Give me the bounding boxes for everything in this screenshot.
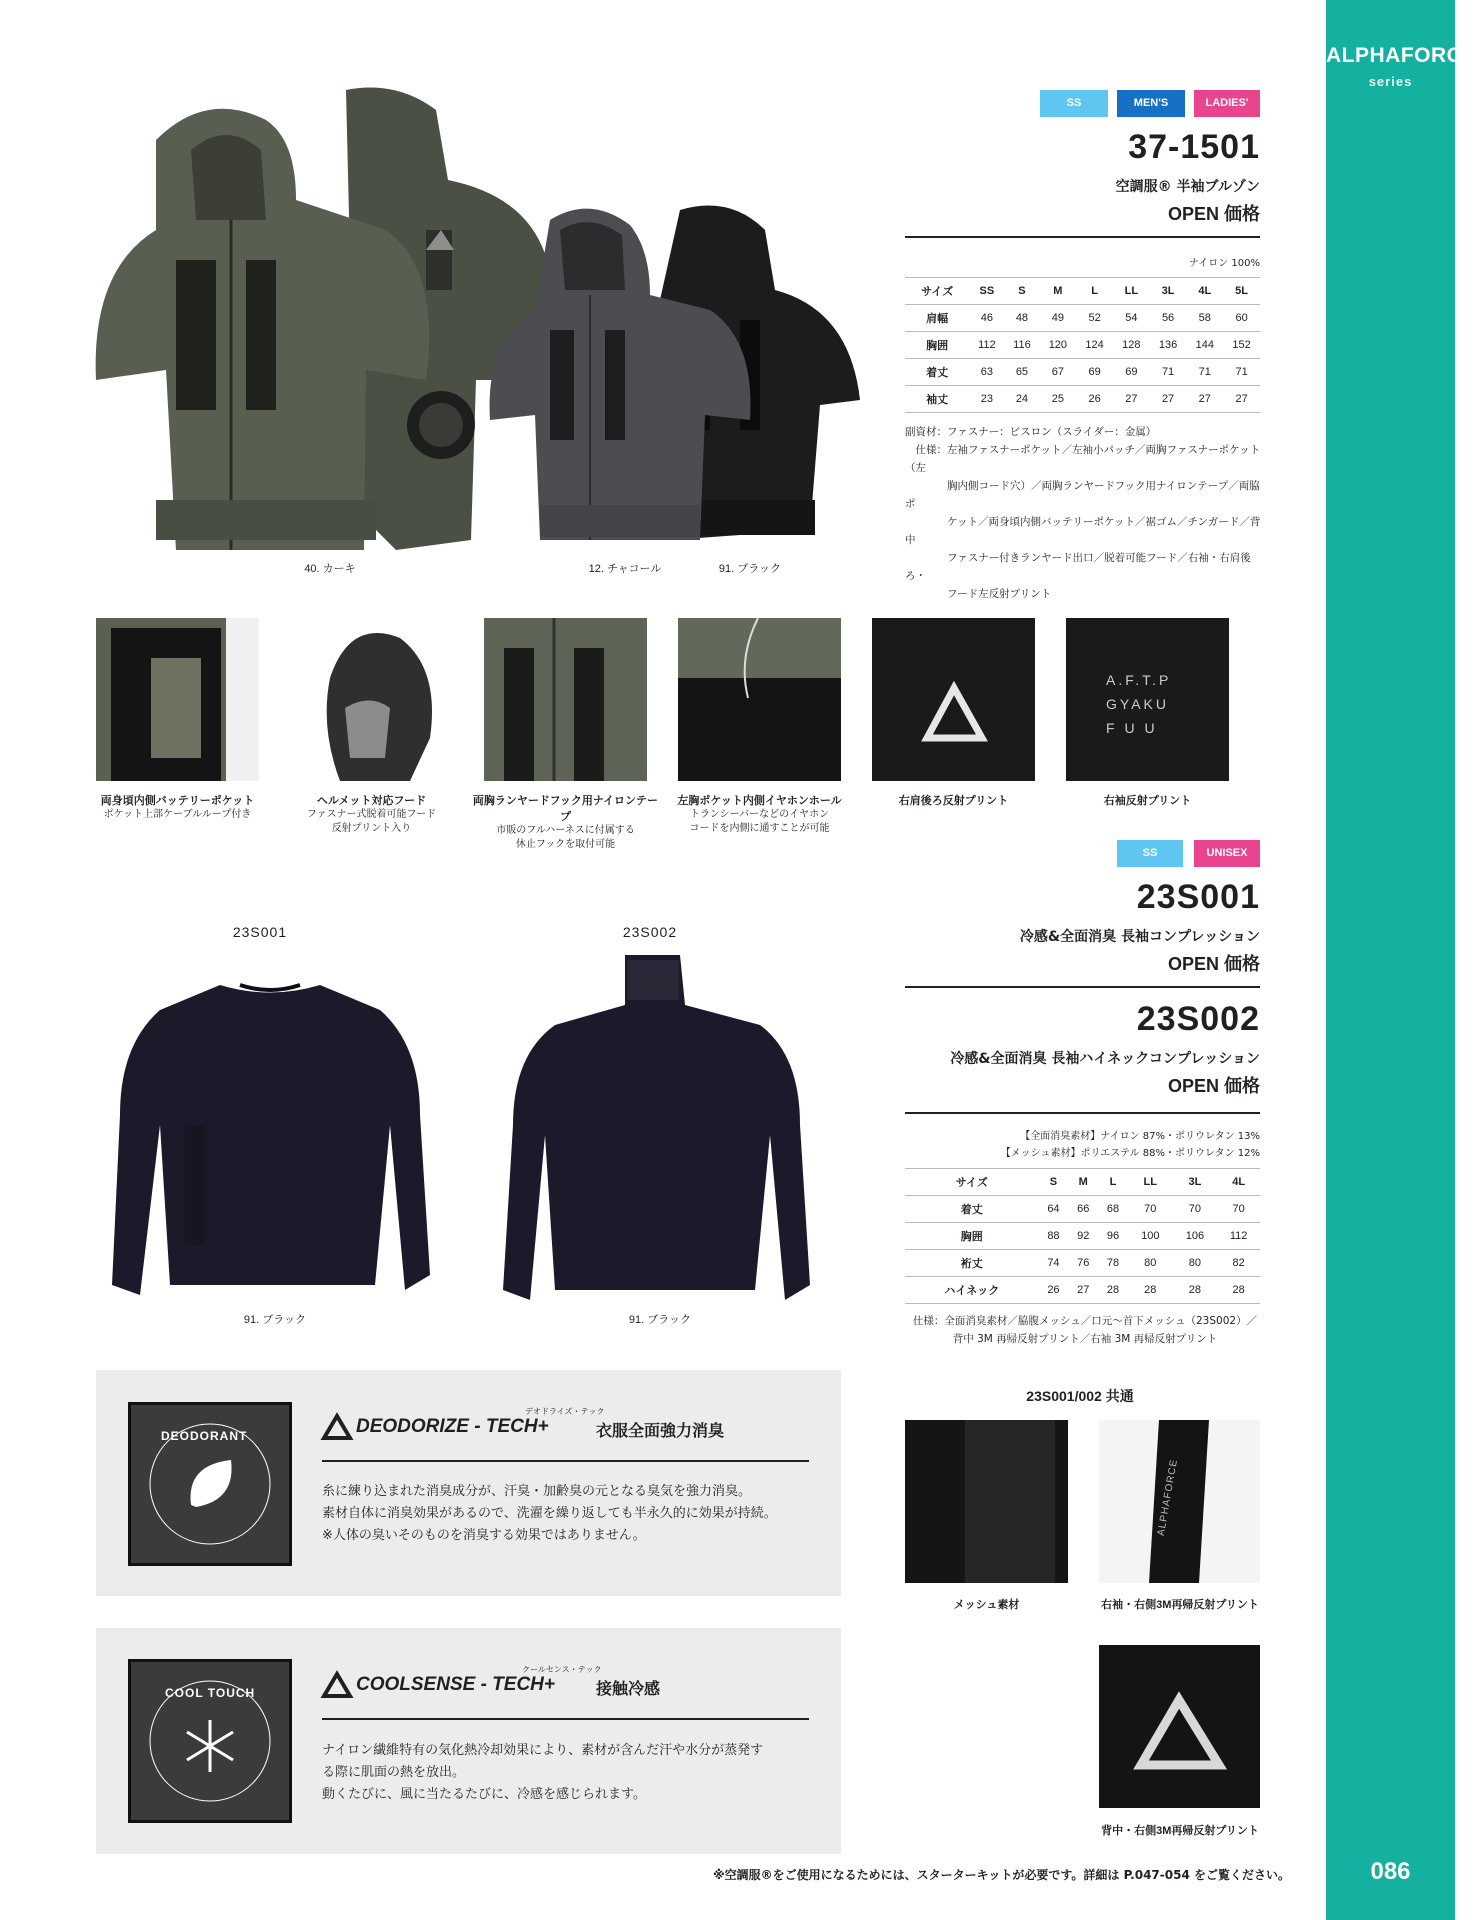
cell: 27 bbox=[1125, 393, 1138, 405]
cell: 68 bbox=[1106, 1203, 1120, 1215]
product1-material: ナイロン 100% bbox=[1188, 258, 1260, 269]
product-code-23s002: 23S002 bbox=[1136, 1000, 1260, 1038]
detail-sub: 反射プリント入り bbox=[331, 823, 412, 834]
cell: 80 bbox=[1144, 1257, 1157, 1269]
cell: 60 bbox=[1235, 312, 1248, 324]
cell: 52 bbox=[1088, 312, 1101, 324]
feature2-title: COOLSENSE - TECH+ bbox=[356, 1674, 555, 1695]
size-header: SS bbox=[979, 285, 995, 297]
row-header: 胸囲 bbox=[960, 1231, 983, 1243]
cell: 69 bbox=[1088, 366, 1101, 378]
color-label-23s001: 91. ブラック bbox=[243, 1314, 307, 1326]
product2-rule-b bbox=[905, 1112, 1260, 1114]
detail-battery-pocket-photo bbox=[96, 618, 259, 781]
product-price-23s002: OPEN 価格 bbox=[1167, 1076, 1260, 1096]
cell: 46 bbox=[980, 312, 993, 324]
feature-line: ※人体の臭いそのものを消臭する効果ではありません。 bbox=[322, 1528, 646, 1543]
jacket-charcoal-black-photo bbox=[490, 200, 890, 550]
table-row bbox=[905, 359, 1260, 386]
cell: 82 bbox=[1232, 1257, 1245, 1269]
feature1-rule bbox=[322, 1460, 809, 1462]
feature1-jp: 衣服全面強力消臭 bbox=[596, 1421, 725, 1440]
reflective-logo-icon bbox=[927, 688, 982, 738]
table-row bbox=[905, 1196, 1260, 1223]
sleeve-reflect-photo bbox=[1099, 1420, 1260, 1583]
cell: 25 bbox=[1051, 393, 1064, 405]
row-header: 裄丈 bbox=[960, 1258, 983, 1270]
cell: 120 bbox=[1048, 339, 1068, 351]
table-row bbox=[905, 305, 1260, 332]
spec-line: フード左反射プリント bbox=[905, 588, 1052, 600]
sleeve-print-text bbox=[1106, 668, 1171, 740]
detail-title: 左胸ポケット内側イヤホンホール bbox=[677, 795, 842, 807]
sleeve-print-line: GYAKU bbox=[1106, 696, 1169, 712]
cell: 76 bbox=[1077, 1257, 1090, 1269]
product1-rule bbox=[905, 236, 1260, 238]
size-header: M bbox=[1053, 285, 1063, 297]
cell: 112 bbox=[1229, 1230, 1248, 1242]
brand-sub: series bbox=[1368, 74, 1413, 89]
color-label-khaki: 40. カーキ bbox=[304, 563, 356, 575]
feature1-ruby: デオドライズ・テック bbox=[525, 1407, 605, 1416]
cell: 27 bbox=[1161, 393, 1175, 405]
feature-line: 糸に練り込まれた消臭成分が、汗臭・加齢臭の元となる臭気を強力消臭。 bbox=[322, 1484, 752, 1499]
size-header: L bbox=[1091, 285, 1098, 297]
emblem-text: COOL TOUCH bbox=[165, 1686, 256, 1700]
spec-line: 副資材：ファスナー：ビスロン（スライダー：金属） bbox=[905, 426, 1157, 438]
cell: 27 bbox=[1235, 393, 1248, 405]
leaf-icon bbox=[191, 1460, 232, 1507]
color-label-charcoal: 12. チャコール bbox=[588, 563, 662, 575]
product-name-23s002: 冷感&全面消臭 長袖ハイネックコンプレッション bbox=[950, 1051, 1260, 1067]
emblem-text: DEODORANT bbox=[161, 1429, 248, 1443]
table-row bbox=[905, 1250, 1260, 1277]
shirt-23s001-photo bbox=[110, 975, 430, 1305]
feature1-logo-icon bbox=[322, 1414, 352, 1440]
product-price-1: OPEN 価格 bbox=[1167, 204, 1260, 224]
spec-line: 仕様：左袖ファスナーポケット／左袖小パッチ／両胸ファスナーポケット（左 bbox=[905, 444, 1261, 474]
cell: 128 bbox=[1122, 339, 1141, 351]
feature2-ruby: クールセンス・テック bbox=[522, 1665, 602, 1674]
color-label-black: 91. ブラック bbox=[718, 563, 782, 575]
cell: 27 bbox=[1077, 1284, 1090, 1296]
cell: 28 bbox=[1232, 1284, 1245, 1296]
spec-line: ケット／両身頃内側バッテリーポケット／裾ゴム／チンガード／背中 bbox=[905, 516, 1261, 546]
table-row bbox=[905, 1277, 1260, 1304]
size-header: 3L bbox=[1188, 1176, 1202, 1188]
product-code-37-1501: 37-1501 bbox=[1128, 128, 1260, 166]
detail-title: 右肩後ろ反射プリント bbox=[898, 795, 1009, 807]
feature-line: 動くたびに、風に当たるたびに、冷感を感じられます。 bbox=[322, 1787, 646, 1802]
size-table-header-row bbox=[905, 278, 1260, 305]
common-caption-mesh: メッシュ素材 bbox=[953, 1599, 1020, 1611]
cell: 63 bbox=[980, 366, 993, 378]
row-header: 肩幅 bbox=[926, 313, 949, 325]
cell: 67 bbox=[1051, 366, 1064, 378]
spec-line: 仕様：全面消臭素材／脇腹メッシュ／口元～首下メッシュ（23S002）／ bbox=[912, 1315, 1258, 1327]
product2-material-1: 【全面消臭素材】ナイロン 87%・ポリウレタン 13% bbox=[1020, 1131, 1260, 1142]
footer-note: ※空調服®をご使用になるためには、スターターキットが必要です。詳細は P.047-054 をご覧ください。 bbox=[712, 1868, 1290, 1882]
detail-caption-6 bbox=[1056, 792, 1239, 808]
shirt-23s002-photo bbox=[495, 955, 815, 1305]
cell: 58 bbox=[1198, 312, 1211, 324]
spec-line: ファスナー付きランヤード出口／脱着可能フード／右袖・右肩後ろ・ bbox=[905, 552, 1251, 582]
size-table-2 bbox=[905, 1168, 1260, 1304]
product2-spec bbox=[905, 1312, 1265, 1348]
feature-line: る際に肌面の熱を放出。 bbox=[322, 1765, 466, 1780]
detail-sub: 休止フックを取付可能 bbox=[515, 839, 616, 850]
feature1-title: DEODORIZE - TECH+ bbox=[356, 1416, 549, 1437]
feature-line: ナイロン繊維特有の気化熱冷却効果により、素材が含んだ汗や水分が蒸発す bbox=[322, 1743, 764, 1758]
cell: 54 bbox=[1125, 312, 1138, 324]
size-header: LL bbox=[1124, 285, 1139, 297]
page-number: 086 bbox=[1370, 1858, 1411, 1885]
feature1-body bbox=[322, 1481, 822, 1547]
product-name-1: 空調服® 半袖ブルゾン bbox=[1115, 179, 1260, 195]
detail-lanyard-tape-photo bbox=[484, 618, 647, 781]
cell: 28 bbox=[1106, 1284, 1120, 1296]
common-caption-back: 背中・右側3M再帰反射プリント bbox=[1101, 1825, 1259, 1837]
back-reflect-photo bbox=[1099, 1645, 1260, 1808]
size-table-header-row bbox=[905, 1169, 1260, 1196]
common-caption-sleeve: 右袖・右側3M再帰反射プリント bbox=[1101, 1599, 1259, 1611]
row-header: 着丈 bbox=[960, 1204, 983, 1216]
size-header: M bbox=[1078, 1176, 1088, 1188]
cell: 70 bbox=[1188, 1203, 1202, 1215]
size-header: サイズ bbox=[955, 1177, 988, 1189]
cell: 70 bbox=[1232, 1203, 1245, 1215]
table-row bbox=[905, 1223, 1260, 1250]
cell: 65 bbox=[1015, 366, 1029, 378]
row-header: 胸囲 bbox=[926, 340, 949, 352]
detail-sub: ポケット上部ケーブルループ付き bbox=[103, 809, 252, 820]
label-23s001: 23S001 bbox=[232, 924, 288, 940]
cell: 64 bbox=[1047, 1203, 1060, 1215]
size-header: LL bbox=[1143, 1176, 1157, 1188]
cell: 74 bbox=[1047, 1257, 1060, 1269]
cell: 48 bbox=[1015, 312, 1029, 324]
size-header: 4L bbox=[1198, 285, 1212, 297]
mesh-material-photo bbox=[905, 1420, 1068, 1583]
feature2-jp: 接触冷感 bbox=[596, 1679, 661, 1698]
cell: 116 bbox=[1013, 339, 1031, 351]
spec-line: 背中 3M 再帰反射プリント／右袖 3M 再帰反射プリント bbox=[952, 1333, 1218, 1345]
product1-spec bbox=[905, 423, 1265, 603]
cell: 144 bbox=[1195, 339, 1214, 351]
badge-ladies: LADIES' bbox=[1194, 90, 1260, 117]
detail-sub: 市販のフルハーネスに付属する bbox=[496, 825, 635, 836]
cell: 80 bbox=[1188, 1257, 1202, 1269]
row-header: ハイネック bbox=[944, 1285, 1000, 1297]
cell: 66 bbox=[1077, 1203, 1090, 1215]
size-header: S bbox=[1018, 285, 1026, 297]
feature2-rule bbox=[322, 1718, 809, 1720]
size-table-1 bbox=[905, 277, 1260, 413]
cell: 56 bbox=[1161, 312, 1175, 324]
size-header: 4L bbox=[1232, 1176, 1246, 1188]
size-header: S bbox=[1049, 1176, 1058, 1188]
cell: 71 bbox=[1235, 366, 1248, 378]
detail-earphone-hole-photo bbox=[678, 618, 841, 781]
feature-line: 素材自体に消臭効果があるので、洗濯を繰り返しても半永久的に効果が持続。 bbox=[322, 1506, 777, 1521]
detail-caption-4 bbox=[666, 792, 853, 836]
cell: 100 bbox=[1141, 1230, 1160, 1242]
cell: 24 bbox=[1015, 393, 1029, 405]
cell: 70 bbox=[1144, 1203, 1157, 1215]
size-header: サイズ bbox=[921, 286, 954, 298]
badge-ss: SS bbox=[1040, 90, 1108, 117]
badge-ss-2: SS bbox=[1117, 840, 1183, 867]
cell: 152 bbox=[1232, 339, 1251, 351]
snowflake-icon bbox=[187, 1720, 233, 1772]
detail-shoulder-print-photo bbox=[872, 618, 1035, 781]
cell: 49 bbox=[1051, 312, 1064, 324]
back-reflective-logo-icon bbox=[1141, 1700, 1219, 1765]
spec-line: 胸内側コード穴）／両胸ランヤードフック用ナイロンテープ／両脇ポ bbox=[905, 480, 1260, 510]
cell: 124 bbox=[1085, 339, 1104, 351]
table-row bbox=[905, 332, 1260, 359]
detail-caption-1 bbox=[86, 792, 269, 822]
detail-sub: コードを内側に通すことが可能 bbox=[689, 823, 830, 834]
cell: 26 bbox=[1088, 393, 1101, 405]
detail-title: 右袖反射プリント bbox=[1103, 795, 1192, 807]
badge-unisex: UNISEX bbox=[1194, 840, 1260, 867]
detail-caption-3 bbox=[468, 792, 663, 852]
cell: 26 bbox=[1047, 1284, 1060, 1296]
badge-mens: MEN'S bbox=[1117, 90, 1185, 117]
cell: 71 bbox=[1198, 366, 1211, 378]
cell: 88 bbox=[1047, 1230, 1060, 1242]
size-header: 5L bbox=[1235, 285, 1248, 297]
detail-helmet-hood-photo bbox=[290, 618, 453, 781]
sleeve-print-line: F U U bbox=[1106, 720, 1158, 736]
side-tab bbox=[1326, 0, 1477, 1920]
detail-title: ヘルメット対応フード bbox=[316, 795, 427, 807]
coolsense-emblem bbox=[128, 1659, 292, 1823]
cell: 69 bbox=[1125, 366, 1138, 378]
detail-sub: トランシーバーなどのイヤホン bbox=[689, 809, 830, 820]
sleeve-logo-text: ALPHAFORCE bbox=[1155, 1458, 1181, 1537]
cell: 96 bbox=[1106, 1230, 1120, 1242]
product2-rule-a bbox=[905, 986, 1260, 988]
feature2-body bbox=[322, 1740, 822, 1806]
cell: 106 bbox=[1185, 1230, 1205, 1242]
detail-sub: ファスナー式脱着可能フード bbox=[306, 809, 437, 820]
cell: 71 bbox=[1161, 366, 1175, 378]
detail-title: 両胸ランヤードフック用ナイロンテープ bbox=[472, 795, 659, 823]
product-code-23s001: 23S001 bbox=[1136, 878, 1260, 916]
product-name-23s001: 冷感&全面消臭 長袖コンプレッション bbox=[1019, 929, 1260, 945]
cell: 78 bbox=[1106, 1257, 1120, 1269]
cell: 112 bbox=[978, 339, 996, 351]
cell: 92 bbox=[1077, 1230, 1090, 1242]
cell: 28 bbox=[1188, 1284, 1202, 1296]
size-header: 3L bbox=[1161, 285, 1175, 297]
label-23s002: 23S002 bbox=[622, 924, 678, 940]
detail-sleeve-print-photo bbox=[1066, 618, 1229, 781]
row-header: 着丈 bbox=[926, 367, 949, 379]
product-price-23s001: OPEN 価格 bbox=[1167, 954, 1260, 974]
cell: 23 bbox=[980, 393, 993, 405]
detail-caption-5 bbox=[862, 792, 1045, 808]
size-header: L bbox=[1109, 1176, 1117, 1188]
detail-caption-2 bbox=[280, 792, 463, 836]
cell: 136 bbox=[1158, 339, 1178, 351]
color-label-23s002: 91. ブラック bbox=[628, 1314, 692, 1326]
cell: 28 bbox=[1144, 1284, 1157, 1296]
product2-material-2: 【メッシュ素材】ポリエステル 88%・ポリウレタン 12% bbox=[1000, 1148, 1260, 1159]
common-title: 23S001/002 共通 bbox=[1026, 1388, 1134, 1404]
deodorize-emblem bbox=[128, 1402, 292, 1566]
brand-name: ALPHAFORCE bbox=[1326, 44, 1477, 67]
sleeve-print-line: A.F.T.P bbox=[1106, 672, 1172, 688]
table-row bbox=[905, 386, 1260, 413]
cell: 27 bbox=[1198, 393, 1211, 405]
detail-title: 両身頃内側バッテリーポケット bbox=[100, 795, 255, 807]
feature2-logo-icon bbox=[322, 1672, 352, 1698]
jacket-khaki-photo bbox=[96, 80, 556, 550]
row-header: 袖丈 bbox=[926, 394, 949, 406]
